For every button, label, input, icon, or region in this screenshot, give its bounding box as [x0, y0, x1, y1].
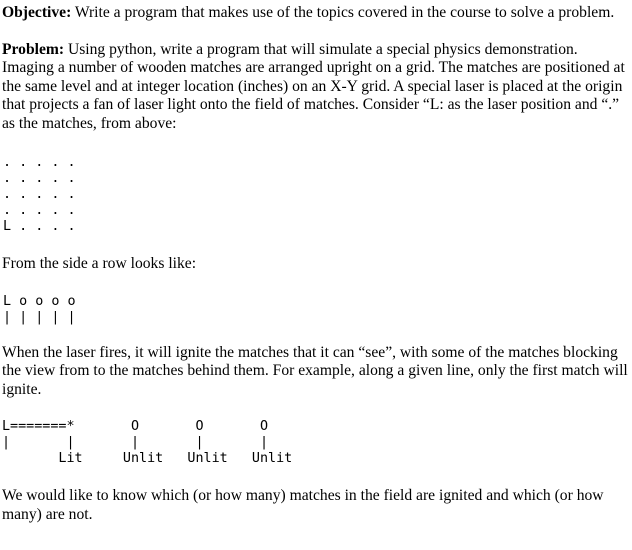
side-row: | | | | |: [3, 309, 76, 325]
grid-row: . . . . .: [3, 155, 76, 170]
grid-row: . . . . .: [3, 187, 76, 202]
example-diagram: [2, 419, 632, 467]
objective-text: Write a program that makes use of the topics covered in the course to solve a problem.: [71, 4, 615, 21]
example-row: | | | | |: [2, 435, 269, 450]
side-intro: From the side a row looks like:: [2, 255, 197, 272]
problem-label: Problem:: [2, 40, 65, 58]
side-row: L o o o o: [3, 293, 76, 309]
example-row: Lit Unlit Unlit Unlit: [2, 451, 293, 466]
grid-row: L . . . .: [3, 219, 76, 234]
grid-row: . . . . .: [3, 171, 76, 186]
objective-paragraph: [2, 4, 632, 23]
laser-explanation: When the laser fires, it will ignite the matches that it can “see”, with some of the matches blocking the view from to the matches behind them. For example, along a given line, only the first match will ignite.: [2, 343, 628, 398]
conclusion: We would like to know which (or how many) matches in the field are ignited and which (or how many) are not.: [2, 487, 604, 523]
example-row: L=======* O O O: [2, 419, 269, 434]
objective-label: Objective:: [2, 4, 72, 21]
side-diagram: [3, 294, 632, 326]
problem-paragraph: [2, 41, 632, 134]
grid-row: . . . . .: [3, 203, 76, 218]
grid-diagram: [3, 155, 632, 235]
problem-text: Using python, write a program that will simulate a special physics demonstration. Imaging a number of wooden matches are arranged upright on a grid. The matches are positioned at the same level and at integer location (inches) on an X-Y grid. A special laser is placed at the origin that projects a fan of laser light onto the field of matches. Consider “L: as the laser position and “.” as the matches, from above:: [2, 40, 625, 132]
